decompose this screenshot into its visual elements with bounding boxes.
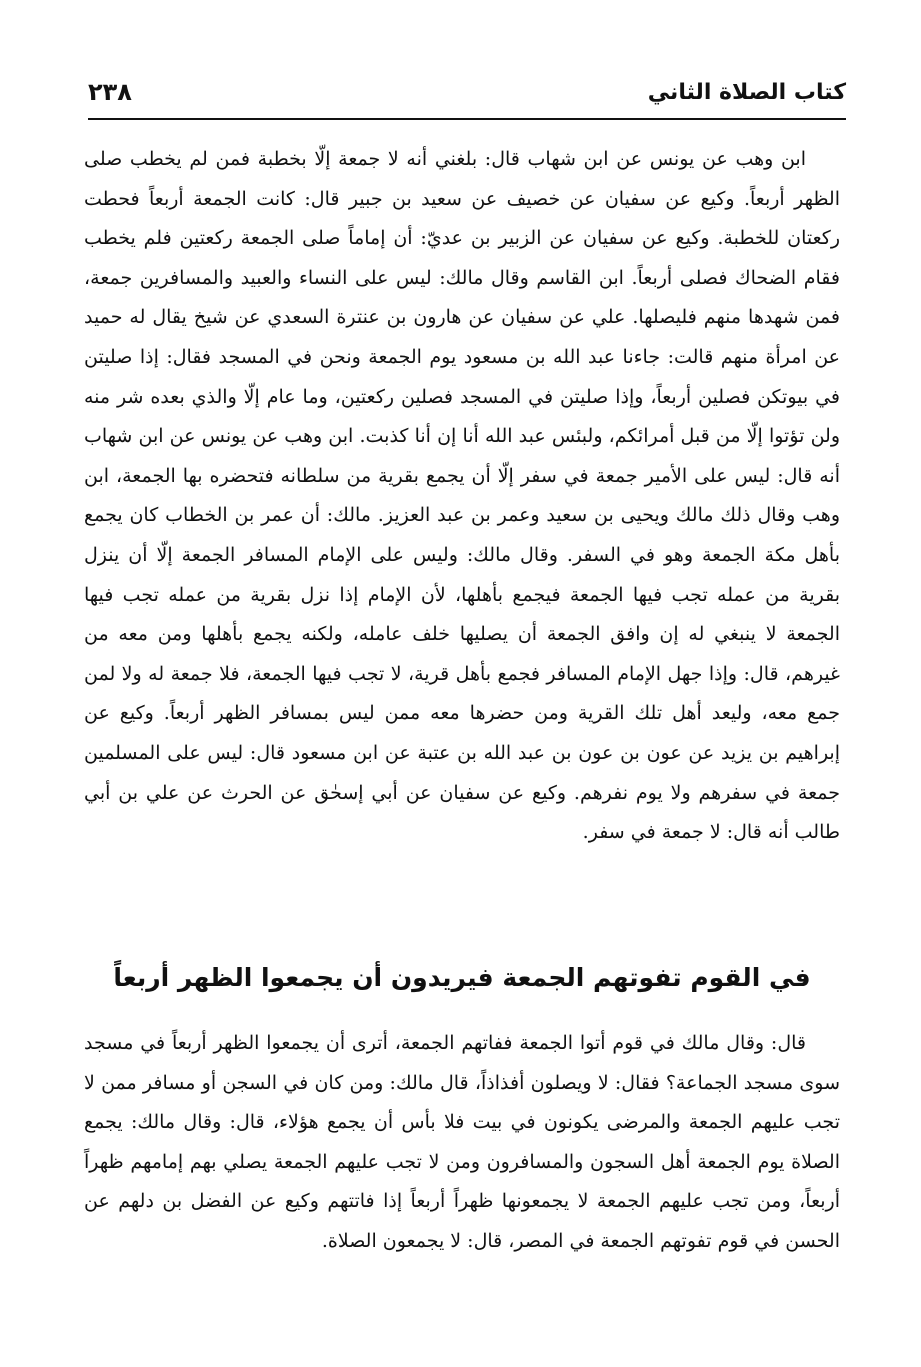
running-title: كتاب الصلاة الثاني bbox=[647, 80, 846, 105]
paragraph: قال: وقال مالك في قوم أتوا الجمعة ففاتهم الجمعة، أترى أن يجمعوا الظهر أربعاً في مسجد سوى مسجد الجماعة؟ فقال: لا ويصلون أفذاذاً، قال مالك: ومن كان في السجن أو مسافر ممن لا تجب عليهم الجمعة والمرضى يكونون في بيت فلا بأس أن يجمع هؤلاء، قال: وقال مالك: يجمع الصلاة يوم الجمعة أهل السجون والمسافرون ومن لا تجب عليهم الجمعة يصلي بهم إمامهم ظهراً أربعاً، ومن تجب عليهم الجمعة لا يجمعونها ظهراً أربعاً إذا فاتتهم وكيع عن الفضل بن دلهم عن الحسن في قوم تفوتهم الجمعة في المصر، قال: لا يجمعون الصلاة. bbox=[84, 1032, 840, 1252]
header-divider bbox=[88, 118, 846, 120]
paragraph: ابن وهب عن يونس عن ابن شهاب قال: بلغني أنه لا جمعة إلّا بخطبة فمن لم يخطب صلى الظهر أربعاً. وكيع عن سفيان عن خصيف عن سعيد بن جبير قال: كانت الجمعة أربعاً فحطت ركعتان للخطبة. وكيع عن سفيان عن الزبير بن عديّ: أن إماماً صلى الجمعة ركعتين فلم يخطب فقام الضحاك فصلى أربعاً. ابن القاسم وقال مالك: ليس على النساء والعبيد والمسافرين جمعة، فمن شهدها منهم فليصلها. علي عن سفيان عن هارون بن عنترة السعدي عن شيخ يقال له حميد عن امرأة منهم قالت: جاءنا عبد الله بن مسعود يوم الجمعة ونحن في المسجد فقال: إذا صليتن في بيوتكن فصلين أربعاً، وإذا صليتن في المسجد فصلين ركعتين، وما عام إلّا والذي بعده شر منه ولن تؤتوا إلّا من قبل أمرائكم، ولبئس عبد الله أنا إن أنا كذبت. ابن وهب عن يونس عن ابن شهاب أنه قال: ليس على الأمير جمعة في سفر إلّا أن يجمع بقرية من سلطانه فتحضره بها الجمعة، ابن وهب وقال ذلك مالك ويحيى بن سعيد وعمر بن عبد العزيز. مالك: أن عمر بن الخطاب كان يجمع بأهل مكة الجمعة وهو في السفر. وقال مالك: وليس على الإمام المسافر الجمعة إلّا أن ينزل بقرية من عمله تجب فيها الجمعة فيجمع بأهلها، لأن الإمام إذا نزل بقرية من عمله تجب فيها الجمعة لا ينبغي له إن وافق الجمعة أن يصليها خلف عامله، ولكنه يجمع بأهلها ومن معه من غيرهم، قال: وإذا جهل الإمام المسافر فجمع بأهل قرية، لا تجب فيها الجمعة، فلا جمعة له ولا لمن جمع معه، وليعد أهل تلك القرية ومن حضرها معه ممن ليس بمسافر الظهر أربعاً. وكيع عن إبراهيم بن يزيد عن عون بن عون بن عبد الله بن عتبة عن ابن مسعود قال: ليس على المسلمين جمعة في سفرهم ولا يوم نفرهم. وكيع عن سفيان عن أبي إسحٰق عن الحرث عن علي بن أبي طالب أنه قال: لا جمعة في سفر. bbox=[84, 148, 840, 844]
section-text-block bbox=[84, 1024, 840, 1262]
main-text-block bbox=[84, 140, 840, 853]
page-header bbox=[88, 78, 846, 114]
section-heading: في القوم تفوتهم الجمعة فيريدون أن يجمعوا الظهر أربعاً bbox=[113, 963, 811, 992]
page-number: ٢٣٨ bbox=[88, 78, 132, 106]
